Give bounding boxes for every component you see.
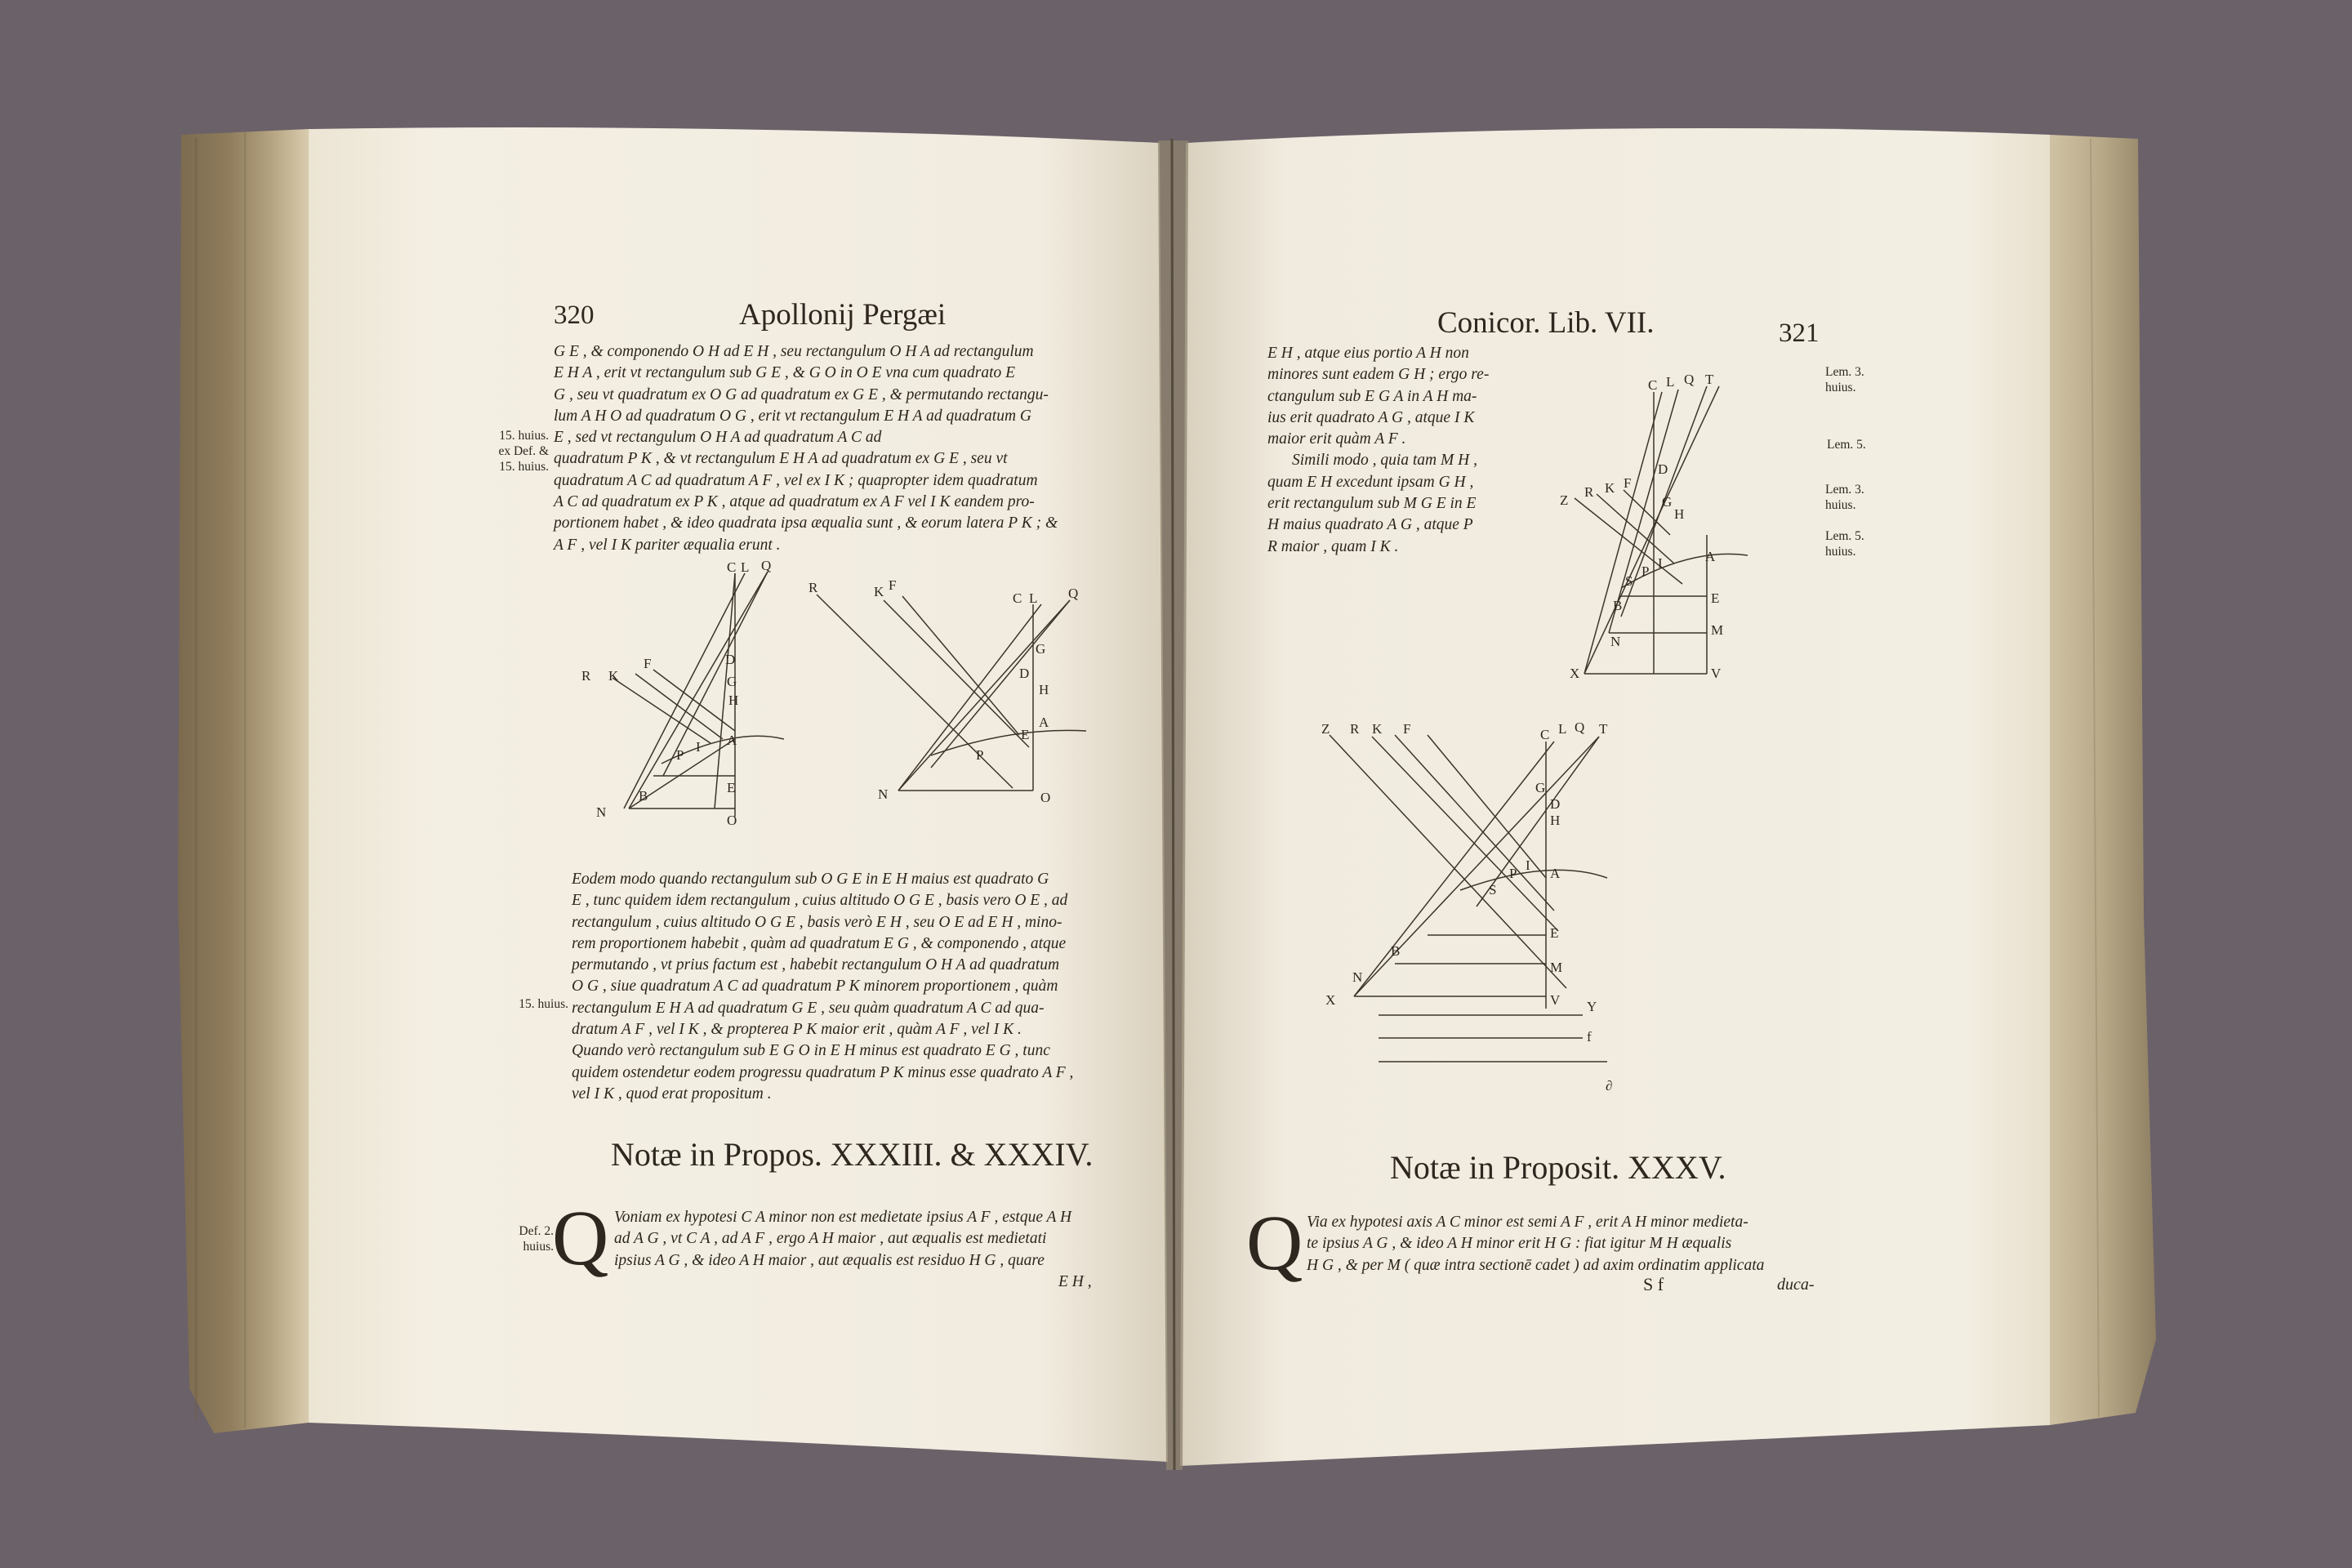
figure-label: H [1550, 813, 1561, 828]
text-line: E , tunc quidem idem rectangulum , cuius altitudo O G E , basis vero O E , ad [572, 892, 1068, 910]
figure-label: ∂ [1606, 1078, 1613, 1094]
figure-label: K [874, 584, 884, 599]
running-head: Conicor. Lib. VII. [1437, 306, 1655, 340]
figure-label: P [1509, 866, 1517, 881]
text-block-bottom [1307, 1212, 1764, 1276]
figure-label: H [728, 693, 739, 708]
page-number: 320 [554, 301, 595, 330]
figure-label: X [1325, 992, 1336, 1008]
text-line: E H , atque eius portio A H non [1267, 345, 1469, 362]
drop-cap: Q [552, 1194, 609, 1281]
text-block-top [554, 341, 1058, 556]
section-title: Notæ in Proposit. XXXV. [1390, 1149, 1726, 1186]
figure-label: M [1550, 960, 1563, 975]
figure-label: L [1029, 590, 1038, 606]
text-line: E H , [1058, 1272, 1092, 1290]
text-line: A F , vel I K pariter æqualia erunt . [554, 536, 781, 554]
text-line: Simili modo , quia tam M H , [1292, 452, 1477, 470]
page-number: 321 [1779, 318, 1820, 348]
figure-label: C [1013, 590, 1022, 606]
figure-label: T [1599, 721, 1608, 737]
margin-note: 15. huius. [519, 997, 568, 1011]
figure-label: P [676, 747, 684, 763]
figure-label: Q [761, 558, 772, 573]
text-block-middle [572, 869, 1073, 1105]
margin-note: Lem. 5. huius. [1825, 529, 1864, 559]
figure-label: A [1550, 866, 1561, 881]
figure-label: N [1352, 969, 1363, 985]
figure-label: A [1039, 715, 1049, 730]
text-line: erit rectangulum sub M G E in E [1267, 495, 1477, 513]
geometric-figure-top [1560, 372, 1788, 690]
figure-label: E [1021, 727, 1030, 742]
figure-label: N [596, 804, 607, 820]
text-line: rectangulum E H A ad quadratum G E , seu quàm quadratum A C ad qua- [572, 999, 1045, 1017]
text-line: quam E H excedunt ipsam G H , [1267, 473, 1474, 491]
figure-label: B [1613, 598, 1623, 613]
figure-label: E [727, 780, 736, 795]
figure-label: C [1540, 727, 1550, 742]
figure-label: E [1550, 925, 1559, 941]
figure-label: D [1019, 666, 1030, 681]
text-line: quidem ostendetur eodem progressu quadratum P K minus esse quadrato A F , [572, 1063, 1074, 1081]
figure-label: I [1526, 858, 1530, 873]
text-line: H maius quadrato A G , atque P [1267, 516, 1473, 534]
figure-label: G [1535, 780, 1546, 795]
drop-cap: Q [1246, 1199, 1303, 1286]
text-line: quadratum A C ad quadratum A F , vel ex I K ; quapropter idem quadratum [554, 471, 1038, 489]
text-line: portionem habet , & ideo quadrata ipsa æqualia sunt , & eorum latera P K ; & [554, 514, 1058, 532]
figure-label: K [608, 668, 619, 684]
figure-label: X [1570, 666, 1580, 681]
figure-label: S [1489, 882, 1497, 898]
text-line: H G , & per M ( quæ intra sectionē cadet ) ad axim ordinatim applicata [1307, 1256, 1765, 1274]
figure-label: H [1039, 682, 1049, 697]
figure-label: O [1040, 790, 1051, 805]
text-line: rem proportionem habebit , quàm ad quadratum E G , & componendo , atque [572, 934, 1067, 952]
figure-label: K [1605, 480, 1615, 496]
figure-label: D [1658, 461, 1668, 477]
figure-label: C [727, 559, 737, 575]
margin-note: Lem. 3. huius. [1825, 365, 1864, 394]
figure-label: f [1587, 1029, 1592, 1045]
figure-label: G [727, 674, 737, 689]
section-title: Notæ in Propos. XXXIII. & XXXIV. [611, 1136, 1094, 1173]
text-line: G , seu vt quadratum ex O G ad quadratum ex G E , & permutando rectangu- [554, 385, 1049, 403]
margin-note: Def. 2. huius. [519, 1224, 554, 1254]
figure-label: Z [1321, 721, 1330, 737]
text-line: permutando , vt prius factum est , habebit rectangulum O H A ad quadratum [572, 956, 1060, 974]
figure-label: A [1705, 549, 1716, 564]
figure-label: P [976, 747, 984, 763]
right-page [1176, 0, 2352, 1568]
figure-label: L [1666, 374, 1675, 390]
text-line: te ipsius A G , & ideo A H minor erit H G : fiat igitur M H æqualis [1307, 1235, 1732, 1253]
figure-label: V [1550, 992, 1561, 1008]
figure-label: L [1558, 721, 1567, 737]
figure-label: S [1625, 573, 1633, 589]
text-line: G E , & componendo O H ad E H , seu rectangulum O H A ad rectangulum [554, 343, 1034, 360]
text-line: dratum A F , vel I K , & propterea P K maior erit , quàm A F , vel I K . [572, 1021, 1022, 1039]
figure-label: O [727, 813, 737, 828]
text-block-top [1267, 343, 1489, 558]
text-line: Voniam ex hypotesi C A minor non est medietate ipsius A F , estque A H [614, 1209, 1072, 1226]
figure-label: V [1711, 666, 1722, 681]
figure-label: I [696, 739, 701, 755]
figure-label: E [1711, 590, 1720, 606]
text-line: R maior , quam I K . [1267, 537, 1399, 555]
figure-label: D [1550, 796, 1561, 812]
text-line: minores sunt eadem G H ; ergo re- [1267, 366, 1490, 384]
figure-label: F [889, 577, 897, 593]
text-line: Via ex hypotesi axis A C minor est semi A F , erit A H minor medieta- [1307, 1214, 1748, 1231]
figure-label: T [1705, 372, 1714, 387]
margin-note: Lem. 5. [1827, 438, 1866, 452]
text-line: Quando verò rectangulum sub E G O in E H minus est quadrato E G , tunc [572, 1042, 1050, 1060]
text-line: quadratum P K , & vt rectangulum E H A ad quadratum ex G E , seu vt [554, 450, 1008, 468]
figure-label: B [639, 788, 648, 804]
text-line: E , sed vt rectangulum O H A ad quadratum A C ad [554, 429, 882, 447]
figure-label: R [1350, 721, 1360, 737]
figure-label: N [878, 786, 889, 802]
text-line: maior erit quàm A F . [1267, 430, 1406, 448]
figure-label: F [644, 656, 652, 671]
text-line: Eodem modo quando rectangulum sub O G E in E H maius est quadrato G [572, 871, 1049, 888]
signature-mark: S f [1643, 1274, 1664, 1294]
figure-label: G [1662, 494, 1673, 510]
text-line: rectangulum , cuius altitudo O G E , basis verò E H , seu O E ad E H , mino- [572, 913, 1062, 931]
figure-label: Y [1587, 999, 1597, 1014]
text-line: lum A H O ad quadratum O G , erit vt rectangulum E H A ad quadratum G [554, 407, 1031, 425]
figure-label: G [1036, 641, 1046, 657]
figure-label: Q [1684, 372, 1695, 387]
text-line: E H A , erit vt rectangulum sub G E , & G O in O E vna cum quadrato E [554, 364, 1016, 382]
margin-note: Lem. 3. huius. [1825, 483, 1864, 512]
figure-label: R [581, 668, 591, 684]
geometric-figure-left [572, 558, 833, 833]
figure-label: I [1658, 555, 1663, 571]
text-block-bottom [614, 1207, 1092, 1293]
margin-note: 15. huius. ex Def. & 15. huius. [498, 429, 549, 474]
figure-label: Q [1575, 719, 1585, 735]
text-line: ipsius A G , & ideo A H maior , aut æqualis est residuo H G , quare [614, 1251, 1045, 1269]
text-line: ad A G , vt C A , ad A F , ergo A H maior , aut æqualis est medietati [614, 1230, 1047, 1248]
figure-label: F [1403, 721, 1411, 737]
figure-label: R [808, 580, 818, 595]
catchword: duca- [1777, 1276, 1815, 1294]
figure-label: R [1584, 484, 1594, 500]
text-line: ctangulum sub E G A in A H ma- [1267, 387, 1477, 405]
figure-label: A [727, 733, 737, 748]
geometric-figure-bottom [1321, 719, 1705, 1111]
text-line: ius erit quadrato A G , atque I K [1267, 408, 1475, 426]
figure-label: H [1674, 506, 1685, 522]
figure-label: P [1642, 564, 1650, 579]
running-head: Apollonij Pergæi [739, 298, 947, 332]
text-line: O G , siue quadratum A C ad quadratum P K minorem proportionem , quàm [572, 978, 1058, 996]
figure-label: Z [1560, 492, 1569, 508]
figure-label: M [1711, 622, 1724, 638]
figure-label: B [1391, 943, 1401, 959]
figure-label: F [1624, 475, 1632, 491]
text-line: A C ad quadratum ex P K , atque ad quadratum ex A F vel I K eandem pro- [554, 493, 1035, 511]
figure-label: C [1648, 377, 1658, 393]
figure-label: D [725, 652, 736, 667]
text-line: vel I K , quod erat propositum . [572, 1085, 772, 1102]
geometric-figure-right [808, 577, 1102, 808]
figure-label: K [1372, 721, 1383, 737]
figure-label: N [1610, 634, 1621, 649]
figure-label: L [741, 559, 750, 575]
figure-label: Q [1068, 586, 1079, 601]
